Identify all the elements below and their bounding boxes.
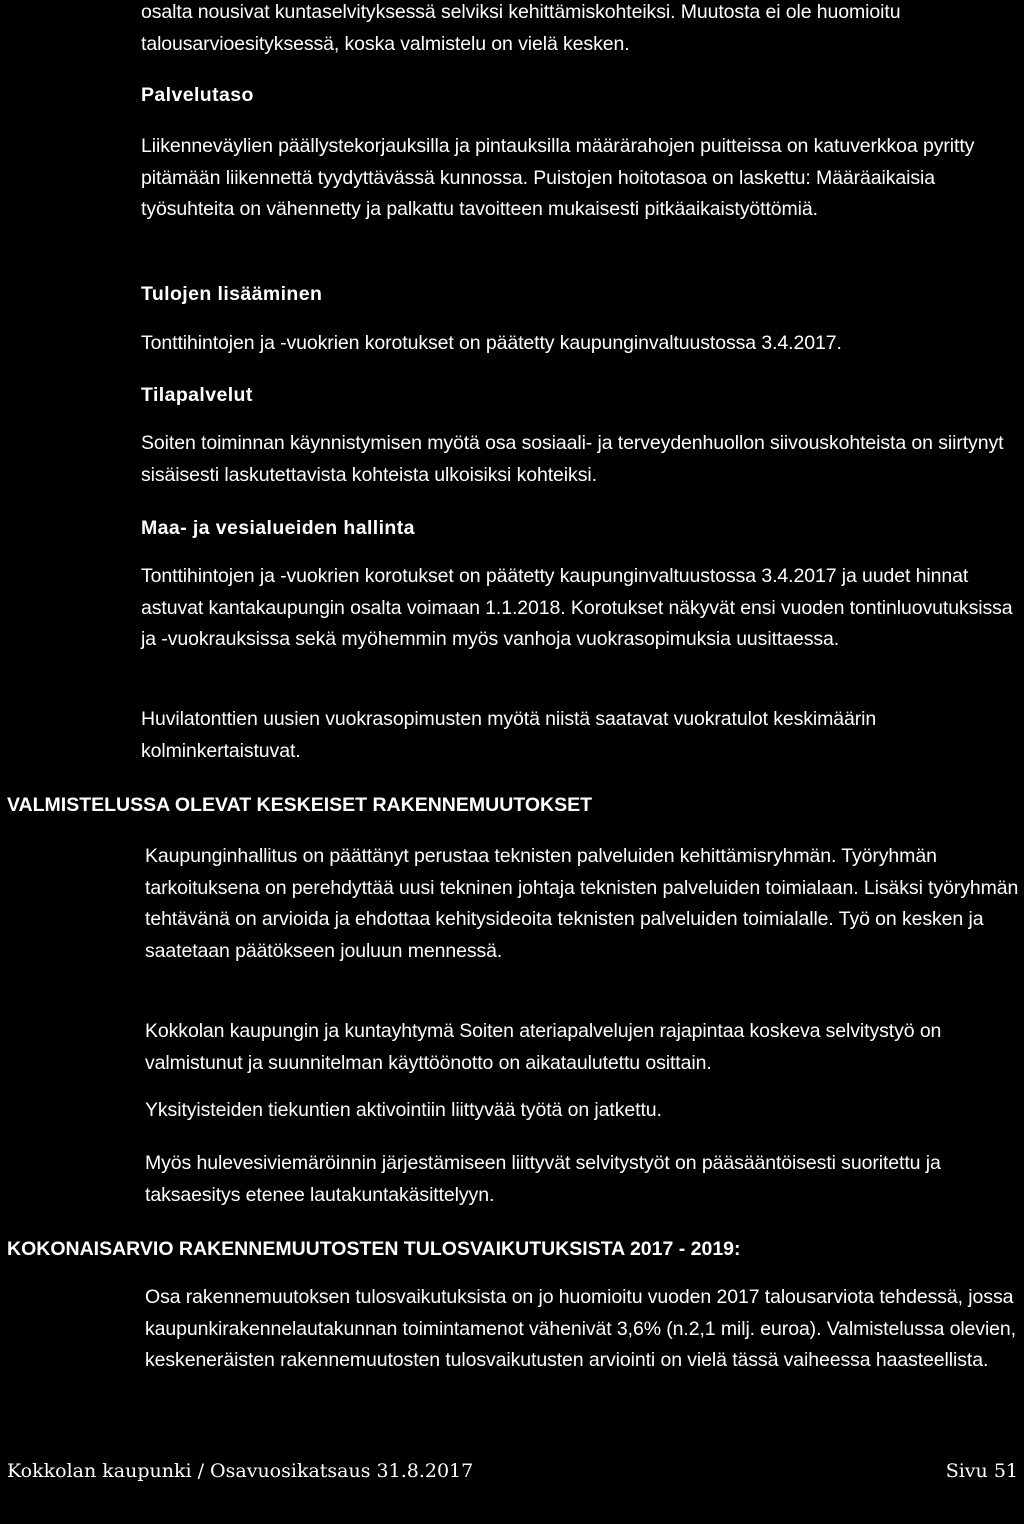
valmistelussa-paragraph-4: Myös hulevesiviemäröinnin järjestämiseen liittyvät selvitystyöt on pääsääntöisesti suoritettu ja taksaesitys etenee lautakuntakäsittelyyn. xyxy=(145,1152,941,1206)
tulojen-paragraph: Tonttihintojen ja -vuokrien korotukset on päätetty kaupunginvaltuustossa 3.4.2017. xyxy=(141,332,842,354)
intro-paragraph: osalta nousivat kuntaselvityksessä selviksi kehittämiskohteiksi. Muutosta ei ole huomioitu talousarvioesityksessä, koska valmistelu on vielä kesken. xyxy=(141,1,901,55)
valmistelussa-paragraph-1: Kaupunginhallitus on päättänyt perustaa teknisten palveluiden kehittämisryhmän. Työryhmän tarkoituksena on perehdyttää uusi tekninen johtaja teknisten palveluiden toimialaan. Lisäksi työryhmän tehtävänä on arvioida ja ehdottaa kehitysideoita teknisten palveluiden toimialalle. Työ on kesken ja saatetaan päätökseen jouluun mennessä. xyxy=(145,845,1019,962)
heading-palvelutaso: Palvelutaso xyxy=(141,84,254,106)
footer-document-title: Kokkolan kaupunki / Osavuosikatsaus 31.8.2017 xyxy=(7,1460,474,1482)
footer-page-number: Sivu 51 xyxy=(945,1460,1018,1482)
heading-valmistelussa: VALMISTELUSSA OLEVAT KESKEISET RAKENNEMUUTOKSET xyxy=(7,794,593,816)
tilapalvelut-paragraph: Soiten toiminnan käynnistymisen myötä osa sosiaali- ja terveydenhuollon siivouskohteista on siirtynyt sisäisesti laskutettavista kohteista ulkoisiksi kohteiksi. xyxy=(141,432,1004,486)
maa-paragraph-1: Tonttihintojen ja -vuokrien korotukset on päätetty kaupunginvaltuustossa 3.4.2017 ja uudet hinnat astuvat kantakaupungin osalta voimaan 1.1.2018. Korotukset näkyvät ensi vuoden tontinluovutuksissa ja -vuokrauksissa sekä myöhemmin myös vanhoja vuokrasopimuksia uusittaessa. xyxy=(141,565,1013,650)
heading-maa-ja-vesialueet: Maa- ja vesialueiden hallinta xyxy=(141,517,415,539)
palvelutaso-paragraph: Liikenneväylien päällystekorjauksilla ja pintauksilla määrärahojen puitteissa on katuverkkoa pyritty pitämään liikennettä tyydyttävässä kunnossa. Puistojen hoitotasoa on laskettu: Määräaikaisia työsuhteita on vähennetty ja palkattu tavoitteen mukaisesti pitkäaikaistyöttömiä. xyxy=(141,135,975,220)
heading-kokonaisarvio: KOKONAISARVIO RAKENNEMUUTOSTEN TULOSVAIKUTUKSISTA 2017 - 2019: xyxy=(7,1238,741,1260)
heading-tilapalvelut: Tilapalvelut xyxy=(141,384,253,406)
valmistelussa-paragraph-3: Yksityisteiden tiekuntien aktivointiin liittyvää työtä on jatkettu. xyxy=(145,1099,662,1121)
kokonaisarvio-paragraph: Osa rakennemuutoksen tulosvaikutuksista on jo huomioitu vuoden 2017 talousarviota tehdessä, jossa kaupunkirakennelautakunnan toimintamenot vähenivät 3,6% (n.2,1 milj. euroa). Valmistelussa olevien, keskeneräisten rakennemuutosten tulosvaikutusten arviointi on vielä tässä vaiheessa haasteellista. xyxy=(145,1286,1016,1371)
maa-paragraph-2: Huvilatonttien uusien vuokrasopimusten myötä niistä saatavat vuokratulot keskimäärin kolminkertaistuvat. xyxy=(141,708,877,762)
valmistelussa-paragraph-2: Kokkolan kaupungin ja kuntayhtymä Soiten ateriapalvelujen rajapintaa koskeva selvitystyö on valmistunut ja suunnitelman käyttöönotto on aikataulutettu osittain. xyxy=(145,1020,942,1074)
heading-tulojen-lisaaminen: Tulojen lisääminen xyxy=(141,283,323,305)
